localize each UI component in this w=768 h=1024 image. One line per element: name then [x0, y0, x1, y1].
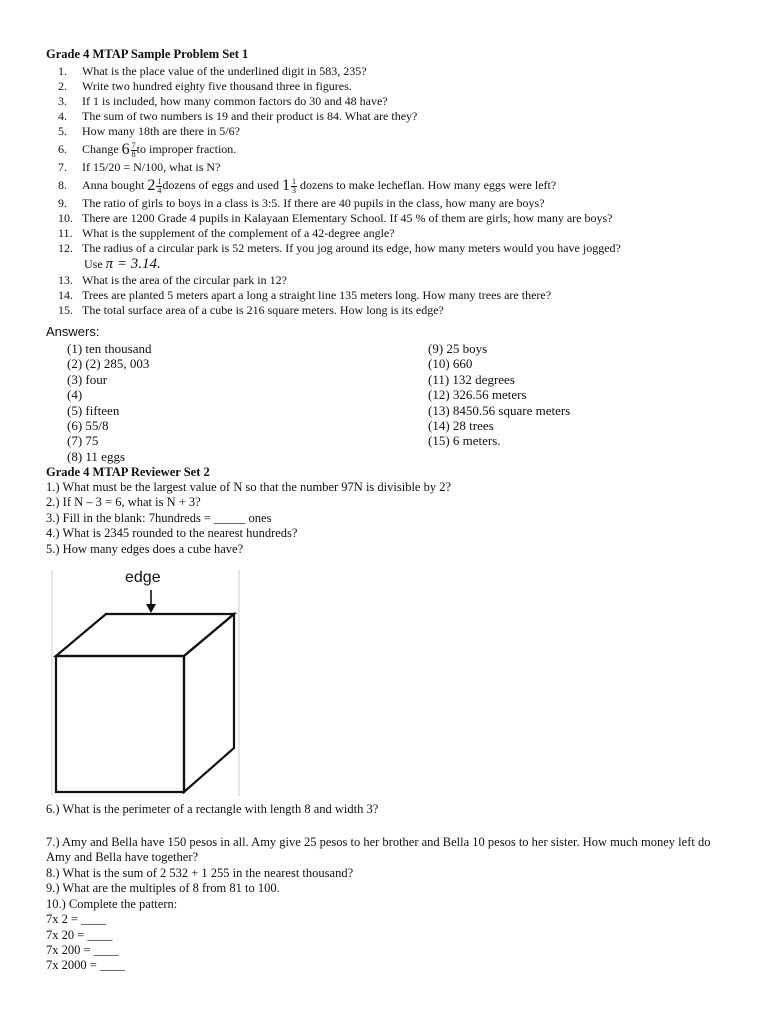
question-item: 4.) What is 2345 rounded to the nearest hundreds? [46, 526, 298, 541]
mixed-fraction: 2 1 4 [147, 176, 162, 195]
list-item: 4. The sum of two numbers is 19 and their product is 84. What are they? [58, 109, 418, 123]
list-item: 14. Trees are planted 5 meters apart a long a straight line 135 meters long. How many trees are there? [58, 288, 552, 302]
answer-item: (13) 8450.56 square meters [428, 402, 571, 418]
pattern-line: 7x 200 = ____ [46, 943, 119, 958]
answer-item: (15) 6 meters. [428, 433, 501, 449]
answer-item: (7) 75 [67, 433, 99, 449]
pi-value: π = 3.14. [105, 256, 161, 272]
set2-title: Grade 4 MTAP Reviewer Set 2 [46, 465, 210, 479]
question-item: 8.) What is the sum of 2 532 + 1 255 in the nearest thousand? [46, 866, 354, 880]
question-item: 3.) Fill in the blank: 7hundreds = _____ ones [46, 510, 272, 525]
list-item: 7. If 15/20 = N/100, what is N? [58, 160, 221, 174]
pattern-line: 7x 2000 = ____ [46, 958, 125, 973]
question-item: 10.) Complete the pattern: [46, 896, 178, 911]
question-item: 1.) What must be the largest value of N so that the number 97N is divisible by 2? [46, 480, 452, 494]
mixed-fraction: 6 7 8 [121, 140, 136, 159]
answers-left-column [67, 341, 151, 464]
answer-item: (3) four [67, 371, 108, 387]
list-item: 3. If 1 is included, how many common factors do 30 and 48 have? [58, 94, 388, 108]
list-item: 2. Write two hundred eighty five thousand three in figures. [58, 79, 352, 93]
answer-item: (5) fifteen [67, 402, 120, 418]
mixed-fraction: 1 1 3 [281, 176, 296, 195]
list-item: 11. What is the supplement of the complement of a 42-degree angle? [58, 226, 395, 240]
arrow-down-icon [146, 604, 156, 613]
edge-label: edge [125, 569, 161, 586]
answer-item: (9) 25 boys [428, 341, 488, 356]
list-item: 10. There are 1200 Grade 4 pupils in Kalayaan Elementary School. If 45 % of them are girls, how many are boys? [58, 211, 613, 225]
list-item: 6. Change 6 7 8 to improper fraction. [58, 140, 237, 159]
answer-item: (6) 55/8 [67, 418, 109, 434]
answer-item: (10) 660 [428, 356, 473, 372]
answers-right-column [428, 341, 570, 449]
question-item: 6.) What is the perimeter of a rectangle with length 8 and width 3? [46, 802, 379, 816]
list-item: 13. What is the area of the circular park in 12? [58, 273, 287, 287]
set2-questions-bottom [46, 866, 736, 974]
list-item: 5. How many 18th are there in 5/6? [58, 124, 240, 138]
list-item: 12. The radius of a circular park is 52 meters. If you jog around its edge, how many meters would you have jogged? [58, 241, 621, 255]
answer-item: (2) (2) 285, 003 [67, 356, 150, 372]
set1-problem-list [58, 64, 758, 318]
cube-outline [56, 614, 234, 792]
answer-item: (8) 11 eggs [67, 448, 126, 464]
list-item: 1. What is the place value of the underlined digit in 583, 235? [58, 64, 367, 78]
answer-item: (12) 326.56 meters [428, 387, 527, 403]
pattern-line: 7x 2 = ____ [46, 912, 107, 927]
list-item: 15. The total surface area of a cube is 216 square meters. How long is its edge? [58, 303, 444, 317]
list-item: 9. The ratio of girls to boys in a class is 3:5. If there are 40 pupils in the class, how many are boys? [58, 196, 545, 210]
answer-item: (11) 132 degrees [428, 371, 515, 387]
list-item-continuation: Use π = 3.14. [84, 256, 161, 272]
pattern-line: 7x 20 = ____ [46, 927, 113, 942]
question-item: 2.) If N – 3 = 6, what is N + 3? [46, 495, 201, 510]
answer-item: (14) 28 trees [428, 418, 494, 434]
question-item: 7.) Amy and Bella have 150 pesos in all. Amy give 25 pesos to her brother and Bella 10 pesos to her sister. How much money left do Amy and Bella have together? [46, 835, 711, 865]
question-item: 5.) How many edges does a cube have? [46, 541, 244, 556]
set1-title: Grade 4 MTAP Sample Problem Set 1 [46, 47, 249, 61]
answer-item: (1) ten thousand [67, 341, 152, 356]
list-item: 8. Anna bought 2 1 4 dozens of eggs and used 1 1 3 dozens to make lecheflan. How many eggs were left? [58, 176, 557, 195]
set2-questions-top [46, 480, 746, 557]
answers-label: Answers: [46, 324, 100, 339]
question-item: 9.) What are the multiples of 8 from 81 to 100. [46, 881, 280, 896]
answer-item: (4) [67, 387, 83, 403]
cube-diagram [44, 568, 244, 798]
